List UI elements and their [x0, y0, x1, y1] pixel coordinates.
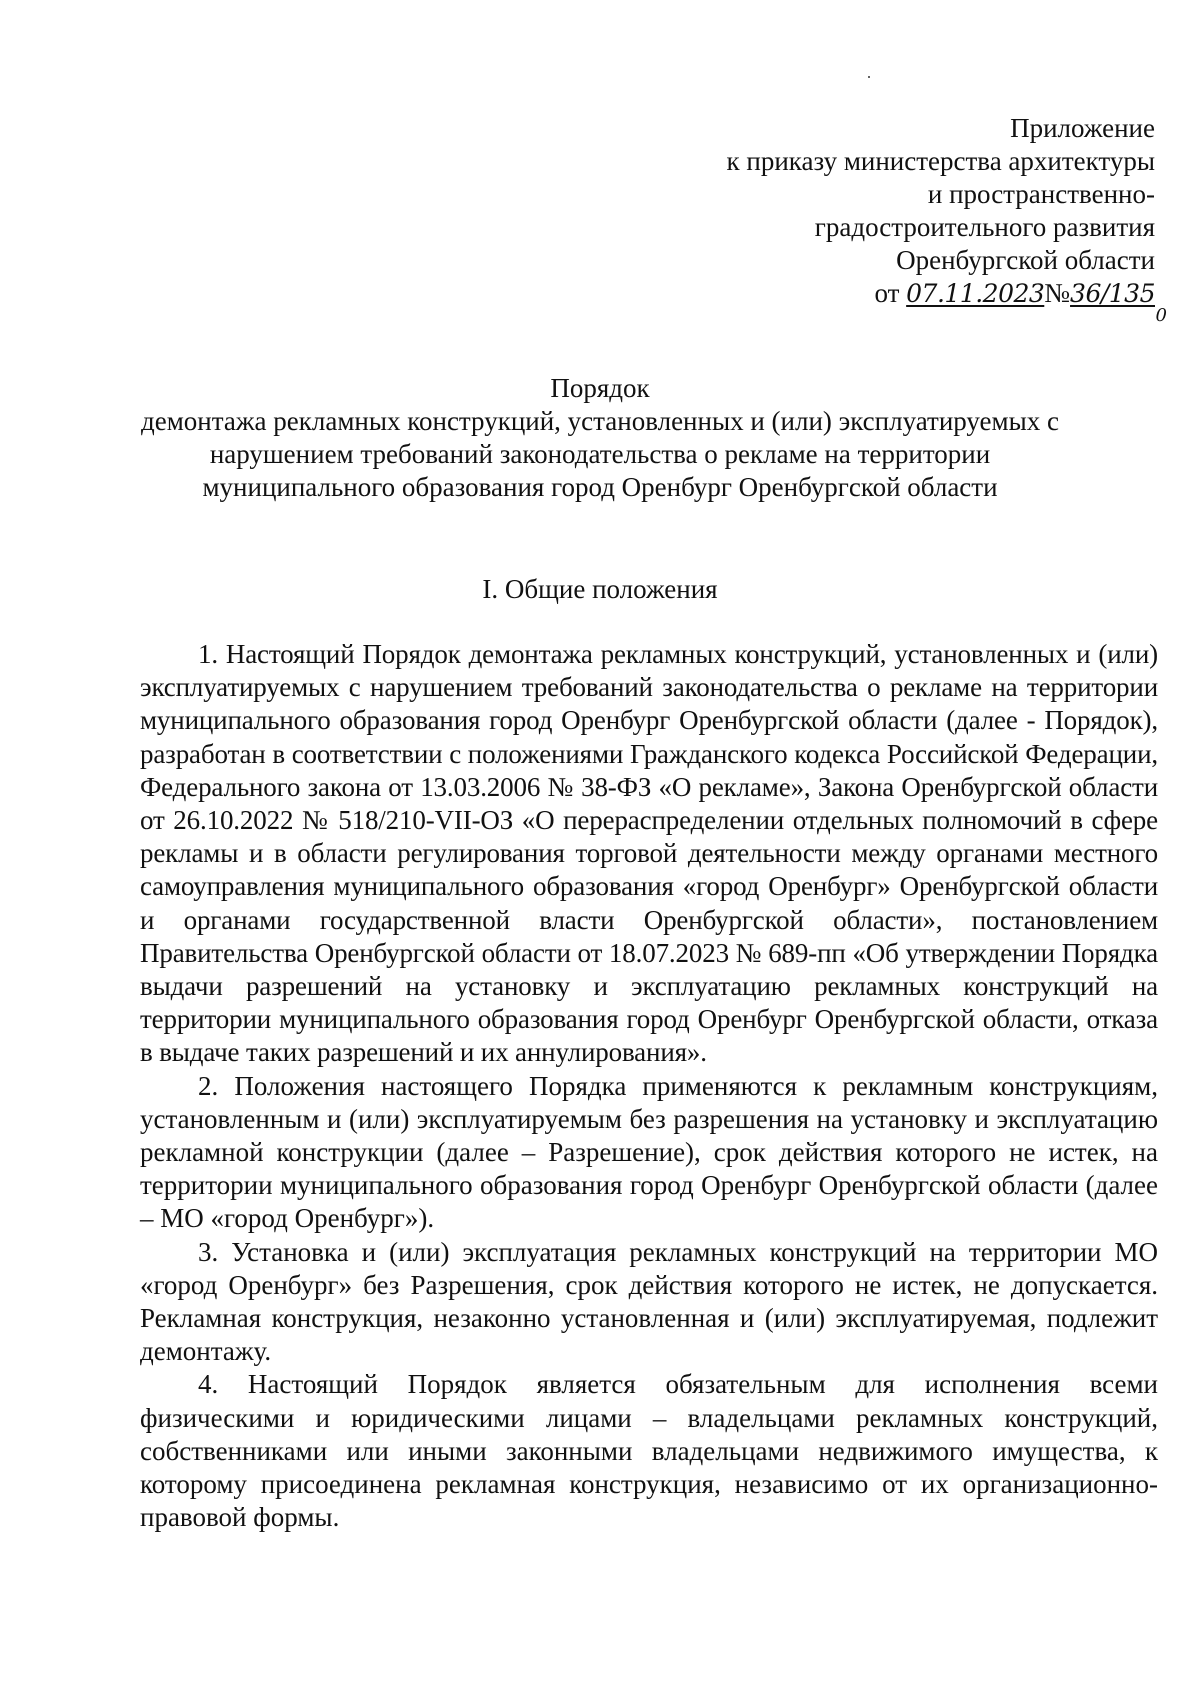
- document-title: [100, 372, 1100, 504]
- handwritten-number: 36/135: [1070, 279, 1155, 308]
- paragraph-2: 2. Положения настоящего Порядка применяются к рекламным конструкциям, установленным и (или) эксплуатируемым без разрешения на установку и эксплуатацию рекламной конструкции (далее – Разрешение), срок действия которого не истек, на территории муниципального образования город Оренбург Оренбургской области (далее – МО «город Оренбург»).: [140, 1070, 1158, 1234]
- order-date-number: [600, 277, 1167, 326]
- appendix-line: Оренбургской области: [896, 245, 1155, 275]
- paragraph-3: 3. Установка и (или) эксплуатация рекламных конструкций на территории МО «город Оренбург» без Разрешения, срок действия которого не истек, не допускается. Рекламная конструкция, незаконно установленная и (или) эксплуатируемая, подлежит демонтажу.: [140, 1236, 1158, 1367]
- appendix-line: и пространственно-: [927, 179, 1155, 209]
- appendix-line: к приказу министерства архитектуры: [726, 146, 1155, 176]
- appendix-header: [600, 112, 1167, 326]
- handwritten-number-tail: 0: [1155, 305, 1167, 326]
- appendix-line: градостроительного развития: [814, 212, 1155, 242]
- scan-speck: [868, 76, 870, 78]
- title-line: демонтажа рекламных конструкций, установленных и (или) эксплуатируемых с: [141, 406, 1059, 436]
- title-line: нарушением требований законодательства о рекламе на территории: [209, 439, 991, 469]
- section-heading: I. Общие положения: [482, 574, 718, 604]
- paragraph-1: 1. Настоящий Порядок демонтажа рекламных конструкций, установленных и (или) эксплуатируемых с нарушением требований законодательства о рекламе на территории муниципального образования город Оренбург Оренбургской области (далее - Порядок), разработан в соответствии с положениями Гражданского кодекса Российской Федерации, Федерального закона от 13.03.2006 № 38-ФЗ «О рекламе», Закона Оренбургской области от 26.10.2022 № 518/210-VII-ОЗ «О перераспределении отдельных полномочий в сфере рекламы и в области регулирования торговой деятельности между органами местного самоуправления муниципального образования «город Оренбург» Оренбургской области и органами государственной власти Оренбургской области», постановлением Правительства Оренбургской области от 18.07.2023 № 689-пп «Об утверждении Порядка выдачи разрешений на установку и эксплуатацию рекламных конструкций на территории муниципального образования город Оренбург Оренбургской области, отказа в выдаче таких разрешений и их аннулирования».: [140, 639, 1158, 1068]
- appendix-line: Приложение: [1010, 113, 1155, 143]
- title-line: Порядок: [550, 373, 650, 403]
- document-body: [140, 638, 1158, 1534]
- paragraph-4: 4. Настоящий Порядок является обязательным для исполнения всеми физическими и юридическими лицами – владельцами рекламных конструкций, собственниками или иными законными владельцами недвижимого имущества, к которому присоединена рекламная конструкция, независимо от их организационно-правовой формы.: [140, 1369, 1158, 1533]
- handwritten-date: 07.11.2023: [906, 279, 1045, 308]
- number-sign: №: [1044, 278, 1071, 308]
- date-prefix: от: [874, 278, 900, 308]
- title-line: муниципального образования город Оренбург Оренбургской области: [202, 472, 998, 502]
